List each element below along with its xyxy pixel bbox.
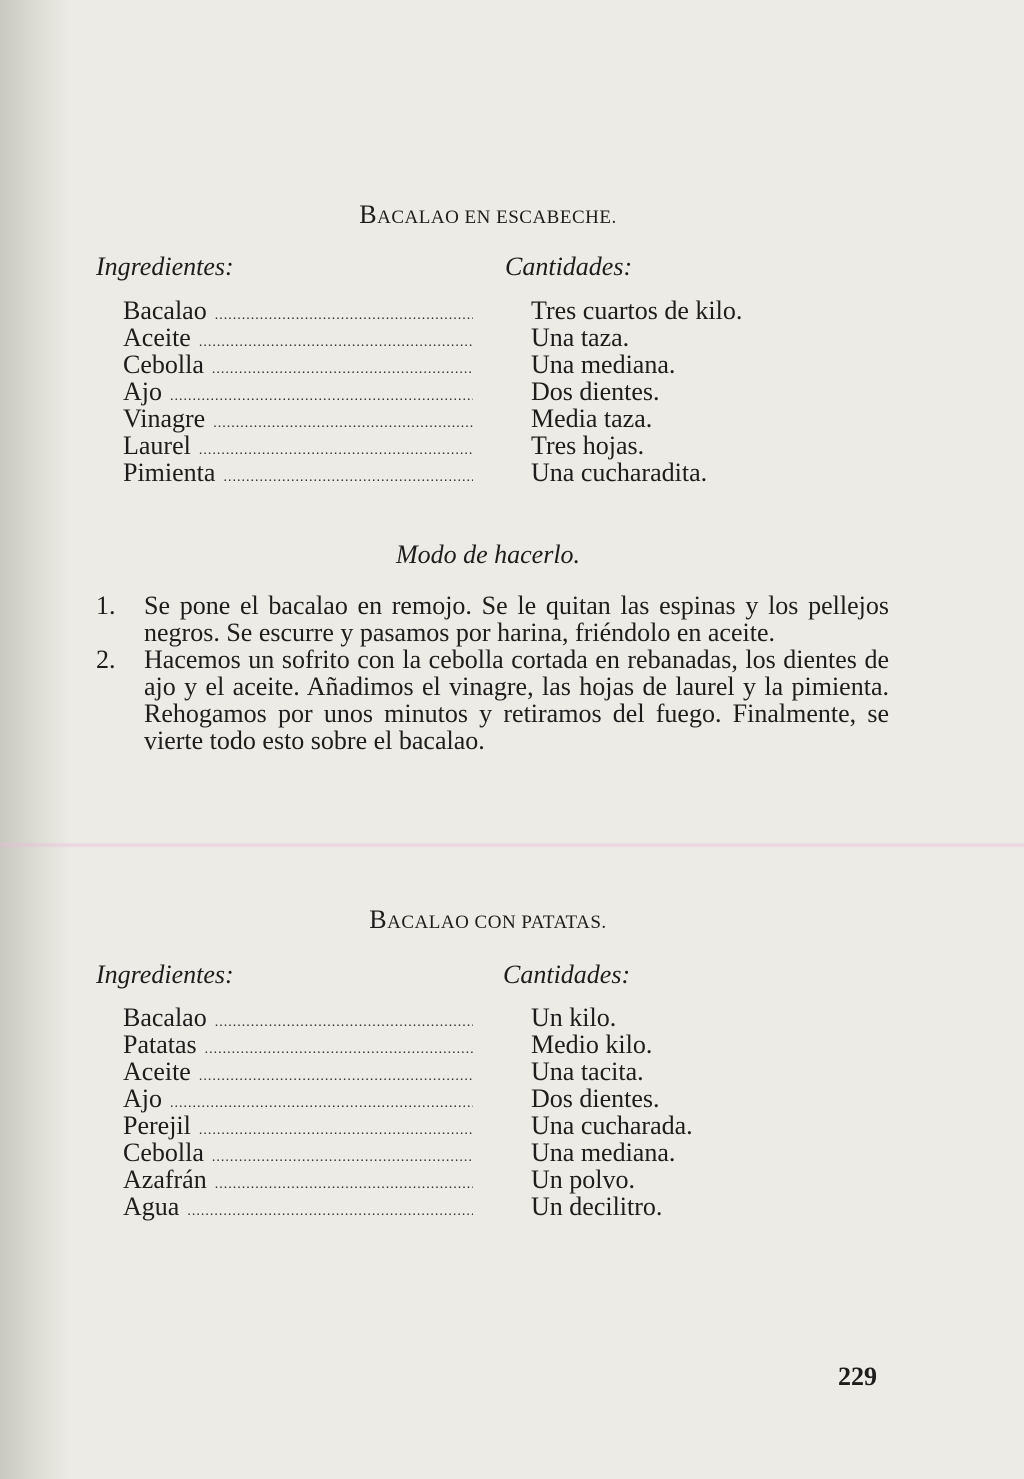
- ingredient-row: [123, 432, 473, 459]
- ingredient-name: Bacalao: [123, 1003, 207, 1032]
- ingredient-row: [123, 1193, 473, 1220]
- recipe-title-rest: ACALAO CON PATATAS.: [387, 912, 607, 933]
- quantity-value: Media taza.: [531, 404, 653, 433]
- leader-dots: [215, 1166, 473, 1193]
- recipe-title: [0, 905, 976, 935]
- step-text: Hacemos un sofrito con la cebolla cortada en rebanadas, los dientes de ajo y el aceite. Añadimos el vinagre, las hojas de laurel y la pimienta. Rehogamos por unos minutos y retiramos del fuego. Finalmente, se vierte todo esto sobre el bacalao.: [144, 645, 889, 755]
- quantity-value: Medio kilo.: [531, 1030, 653, 1059]
- ingredient-row: [123, 1004, 473, 1031]
- ingredient-name: Azafrán: [123, 1165, 207, 1194]
- leader-dots: [215, 1004, 473, 1031]
- ingredient-row: [123, 1085, 473, 1112]
- leader-dots: [215, 297, 473, 324]
- quantity-value: Una mediana.: [531, 350, 676, 379]
- ingredient-name: Laurel: [123, 431, 191, 460]
- quantity-value: Un kilo.: [531, 1003, 617, 1032]
- leader-dots: [199, 1112, 473, 1139]
- quantity-value: Un decilitro.: [531, 1192, 663, 1221]
- leader-dots: [199, 1058, 473, 1085]
- quantity-value: Tres cuartos de kilo.: [531, 296, 743, 325]
- ingredients-header: Ingredientes:: [96, 252, 234, 281]
- page-number: 229: [838, 1362, 877, 1391]
- quantity-value: Una tacita.: [531, 1057, 644, 1086]
- leader-dots: [205, 1031, 473, 1058]
- recipe-title-initial: B: [369, 905, 388, 934]
- ingredient-name: Patatas: [123, 1030, 197, 1059]
- leader-dots: [170, 378, 473, 405]
- quantity-value: Dos dientes.: [531, 1084, 660, 1113]
- leader-dots: [199, 324, 473, 351]
- quantities-list: [531, 1004, 831, 1220]
- ingredient-name: Cebolla: [123, 350, 204, 379]
- recipe-title-initial: B: [359, 200, 378, 229]
- quantity-value: Una taza.: [531, 323, 630, 352]
- scan-artifact-line: [0, 842, 1024, 848]
- ingredients-header: Ingredientes:: [96, 960, 234, 989]
- quantity-value: Una cucharadita.: [531, 458, 708, 487]
- quantities-header: Cantidades:: [503, 960, 631, 989]
- ingredient-row: [123, 405, 473, 432]
- ingredient-name: Agua: [123, 1192, 180, 1221]
- ingredient-row: [123, 1058, 473, 1085]
- step-text: Se pone el bacalao en remojo. Se le quitan las espinas y los pellejos negros. Se escurre y pasamos por harina, friéndolo en aceite.: [144, 591, 889, 647]
- ingredient-name: Vinagre: [123, 404, 206, 433]
- ingredient-name: Pimienta: [123, 458, 216, 487]
- recipe-title-rest: ACALAO EN ESCABECHE.: [377, 207, 617, 228]
- leader-dots: [223, 459, 473, 486]
- ingredient-row: [123, 378, 473, 405]
- leader-dots: [212, 351, 473, 378]
- step-number: 1.: [96, 591, 116, 620]
- leader-dots: [199, 432, 473, 459]
- ingredients-list: [123, 297, 473, 486]
- ingredient-name: Perejil: [123, 1111, 191, 1140]
- leader-dots: [212, 1139, 473, 1166]
- ingredient-row: [123, 1031, 473, 1058]
- ingredient-name: Aceite: [123, 1057, 191, 1086]
- quantity-value: Tres hojas.: [531, 431, 645, 460]
- ingredient-row: [123, 1112, 473, 1139]
- ingredient-row: [123, 324, 473, 351]
- ingredient-name: Ajo: [123, 1084, 162, 1113]
- method-steps: [96, 592, 896, 754]
- method-step: [96, 592, 896, 646]
- ingredients-list: [123, 1004, 473, 1220]
- quantities-list: [531, 297, 831, 486]
- ingredient-row: [123, 1166, 473, 1193]
- ingredient-row: [123, 297, 473, 324]
- method-header: Modo de hacerlo.: [395, 540, 581, 569]
- ingredient-row: [123, 1139, 473, 1166]
- quantities-header: Cantidades:: [505, 252, 633, 281]
- ingredient-name: Ajo: [123, 377, 162, 406]
- quantity-value: Un polvo.: [531, 1165, 635, 1194]
- leader-dots: [170, 1085, 473, 1112]
- method-step: [96, 646, 896, 754]
- ingredient-row: [123, 351, 473, 378]
- ingredient-name: Aceite: [123, 323, 191, 352]
- step-number: 2.: [96, 645, 116, 674]
- recipe-title: [0, 200, 976, 230]
- ingredient-name: Bacalao: [123, 296, 207, 325]
- leader-dots: [187, 1193, 473, 1220]
- quantity-value: Dos dientes.: [531, 377, 660, 406]
- quantity-value: Una cucharada.: [531, 1111, 693, 1140]
- leader-dots: [213, 405, 473, 432]
- quantity-value: Una mediana.: [531, 1138, 676, 1167]
- ingredient-name: Cebolla: [123, 1138, 204, 1167]
- ingredient-row: [123, 459, 473, 486]
